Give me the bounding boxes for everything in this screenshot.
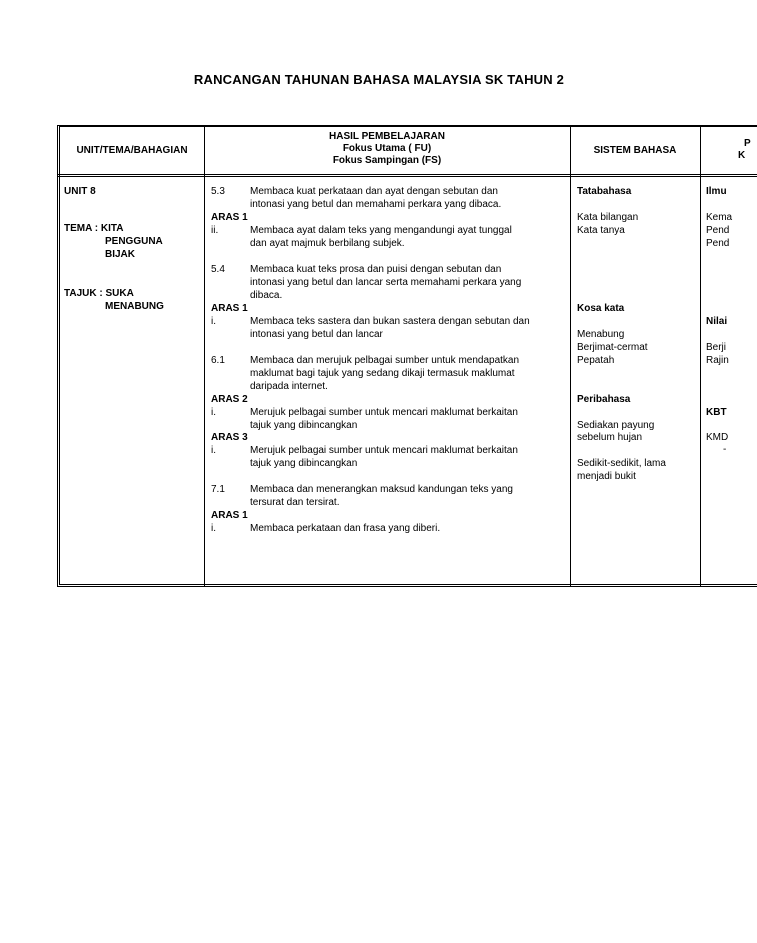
aras-label: ARAS 1 <box>211 212 248 223</box>
hasil-text: Membaca kuat teks prosa dan puisi dengan sebutan dan <box>250 264 502 275</box>
header-hasil-fs: Fokus Sampingan (FS) <box>332 155 442 166</box>
kosa-menabung: Menabung <box>577 329 625 340</box>
col4-kmd: KMD <box>706 432 729 443</box>
hasil-text: dan ayat majmuk berbilang subjek. <box>250 238 405 249</box>
aras-label: ARAS 3 <box>211 432 248 443</box>
header-col4-line1: P <box>744 138 751 149</box>
aras-label: ARAS 2 <box>211 394 248 405</box>
hasil-text: Merujuk pelbagai sumber untuk mencari maklumat berkaitan <box>250 445 518 456</box>
column-divider-1 <box>204 125 205 587</box>
col4-kbt: KBT <box>706 407 727 418</box>
column-divider-2 <box>570 125 571 587</box>
hasil-text: maklumat bagi tajuk yang sedang dikaji termasuk maklumat <box>250 368 515 379</box>
col4-pend-1: Pend <box>706 225 730 236</box>
tajuk-line-2: MENABUNG <box>105 301 164 312</box>
aras-label: ARAS 1 <box>211 510 248 521</box>
header-hasil <box>204 131 570 167</box>
header-col4 <box>700 138 756 162</box>
peribahasa-1-line-1: Sediakan payung <box>577 420 655 431</box>
hasil-text: intonasi yang betul dan lancar <box>250 329 383 340</box>
hasil-text: Merujuk pelbagai sumber untuk mencari maklumat berkaitan <box>250 407 518 418</box>
header-hasil-title: HASIL PEMBELAJARAN <box>329 131 445 142</box>
col4-rajin: Rajin <box>706 355 729 366</box>
hasil-text: Membaca teks sastera dan bukan sastera dengan sebutan dan <box>250 316 530 327</box>
item-number: i. <box>211 523 216 534</box>
col4-kema: Kema <box>706 212 733 223</box>
item-number: 6.1 <box>211 355 225 366</box>
hasil-text: Membaca dan merujuk pelbagai sumber untuk mendapatkan <box>250 355 520 366</box>
tema-line-3: BIJAK <box>105 249 136 260</box>
item-number: i. <box>211 445 216 456</box>
col4-nilai: Nilai <box>706 316 728 327</box>
column-divider-3 <box>700 125 701 587</box>
item-number: ii. <box>211 225 219 236</box>
item-number: 5.3 <box>211 186 225 197</box>
col4-berji: Berji <box>706 342 727 353</box>
page-title: RANCANGAN TAHUNAN BAHASA MALAYSIA SK TAHUN 2 <box>193 72 565 87</box>
item-number: i. <box>211 407 216 418</box>
aras-label: ARAS 1 <box>211 303 248 314</box>
hasil-text: Membaca kuat perkataan dan ayat dengan sebutan dan <box>250 186 498 197</box>
kosa-kata-heading: Kosa kata <box>577 303 625 314</box>
hasil-text: tajuk yang dibincangkan <box>250 420 358 431</box>
hasil-text: tersurat dan tersirat. <box>250 497 340 508</box>
hasil-text: intonasi yang betul dan memahami perkara yang dibaca. <box>250 199 502 210</box>
col4-dash: - <box>723 444 727 455</box>
tema-line-2: PENGGUNA <box>105 236 163 247</box>
hasil-text: Membaca ayat dalam teks yang mengandungi ayat tunggal <box>250 225 512 236</box>
kata-tanya: Kata tanya <box>577 225 625 236</box>
kata-bilangan: Kata bilangan <box>577 212 639 223</box>
kosa-pepatah: Pepatah <box>577 355 615 366</box>
peribahasa-2-line-1: Sedikit-sedikit, lama <box>577 458 666 469</box>
header-unit: UNIT/TEMA/BAHAGIAN <box>76 145 188 156</box>
hasil-text: tajuk yang dibincangkan <box>250 458 358 469</box>
header-hasil-fu: Fokus Utama ( FU) <box>342 143 432 154</box>
unit-label: UNIT 8 <box>64 186 96 197</box>
hasil-text: daripada internet. <box>250 381 328 392</box>
item-number: 7.1 <box>211 484 225 495</box>
hasil-text: dibaca. <box>250 290 283 301</box>
peribahasa-heading: Peribahasa <box>577 394 631 405</box>
hasil-text: Membaca dan menerangkan maksud kandungan teks yang <box>250 484 513 495</box>
header-sistem: SISTEM BAHASA <box>593 145 677 156</box>
tatabahasa-heading: Tatabahasa <box>577 186 632 197</box>
kosa-berjimat: Berjimat-cermat <box>577 342 648 353</box>
item-number: i. <box>211 316 216 327</box>
peribahasa-1-line-2: sebelum hujan <box>577 432 643 443</box>
hasil-text: Membaca perkataan dan frasa yang diberi. <box>250 523 441 534</box>
header-col4-line2: K <box>738 150 746 161</box>
peribahasa-2-line-2: menjadi bukit <box>577 471 636 482</box>
tajuk-label: TAJUK : SUKA <box>64 288 134 299</box>
header-divider <box>57 174 757 177</box>
col4-ilmu: Ilmu <box>706 186 727 197</box>
item-number: 5.4 <box>211 264 225 275</box>
col4-pend-2: Pend <box>706 238 730 249</box>
tema-label: TEMA : KITA <box>64 223 124 234</box>
hasil-text: intonasi yang betul dan lancar serta memahami perkara yang <box>250 277 522 288</box>
